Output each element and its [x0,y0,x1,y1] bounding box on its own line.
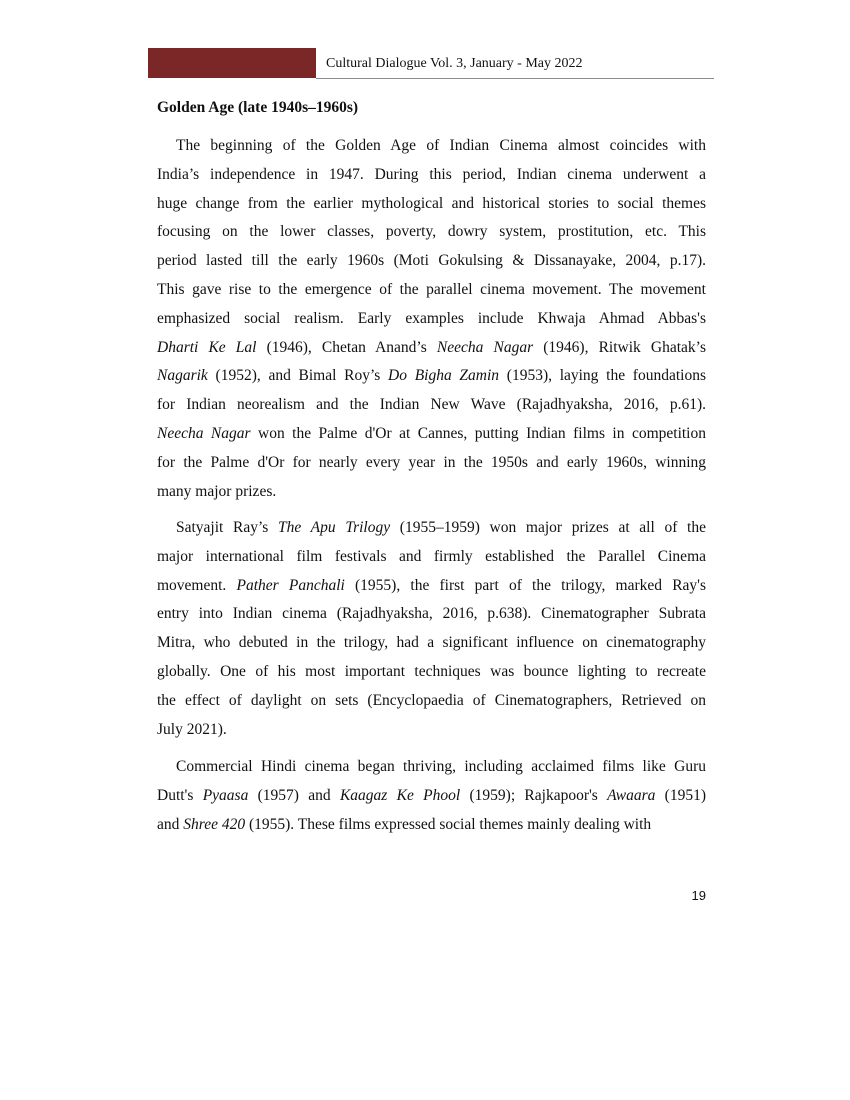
running-header [148,48,714,80]
film-title: The Apu Trilogy [278,519,391,536]
text-run: (1959); Rajkapoor's [460,786,608,804]
text-line [157,514,706,543]
film-title: Neecha Nagar [157,424,251,442]
paragraph-3 [157,753,706,839]
film-title: Pather Panchali [236,576,345,594]
text-run: This gave rise to the emergence of the parallel cinema movement. The movement [157,280,706,298]
text-line [157,305,706,334]
text-run: Satyajit Ray’s [176,519,279,536]
text-run: (1946), Chetan Anand’s [256,338,437,356]
film-title: Neecha Nagar [436,338,534,356]
text-line [157,218,706,247]
text-line [157,753,706,782]
film-title: Do Bigha Zamin [388,367,500,385]
text-line [157,543,706,572]
text-run: July 2021). [157,720,227,738]
text-line [157,132,706,161]
text-line [157,600,706,629]
text-line [157,391,706,420]
text-run: many major prizes. [157,482,277,500]
text-run: entry into Indian cinema (Rajadhyaksha, 2016, p.638). Cinematographer Subrata [157,605,706,623]
text-line [157,247,706,276]
text-run: Dutt's [157,786,203,804]
text-line [157,362,706,391]
text-line [157,811,706,840]
text-run: (1953), laying the foundations [499,367,706,385]
film-title: Kaagaz Ke Phool [339,786,461,804]
text-run: and [157,815,184,833]
film-title: Pyaasa [202,786,249,804]
text-run: movement. [157,576,237,594]
text-line [157,334,706,363]
header-color-band [148,48,316,78]
text-run: won the Palme d'Or at Cannes, putting Indian films in competition [250,424,706,442]
text-line [157,782,706,811]
text-run: The beginning of the Golden Age of Indian Cinema almost coincides with [176,137,706,154]
text-run: (1955–1959) won major prizes at all of the [390,519,706,536]
text-run: (1952), and Bimal Roy’s [207,367,389,385]
text-run: for the Palme d'Or for nearly every year in the 1950s and early 1960s, winning [157,453,706,471]
text-run: emphasized social realism. Early examples include Khwaja Ahmad Abbas's [157,309,706,327]
text-run: for Indian neorealism and the Indian New Wave (Rajadhyaksha, 2016, p.61). [157,396,706,414]
text-line [157,449,706,478]
film-title: Shree 420 [183,815,246,833]
text-line [157,629,706,658]
text-run: the effect of daylight on sets (Encyclopaedia of Cinematographers, Retrieved on [157,691,706,709]
text-line [157,572,706,601]
text-run: (1955), the first part of the trilogy, marked Ray's [344,576,706,594]
text-run: Commercial Hindi cinema began thriving, including acclaimed films like Guru [176,758,706,775]
text-line [157,161,706,190]
header-divider [316,78,714,79]
text-line [157,658,706,687]
text-line [157,276,706,305]
text-line [157,420,706,449]
text-run: Mitra, who debuted in the trilogy, had a significant influence on cinematography [157,634,706,652]
paragraph-2 [157,514,706,744]
text-line [157,190,706,219]
page-number: 19 [691,888,706,903]
text-run: period lasted till the early 1960s (Moti Gokulsing & Dissanayake, 2004, p.17). [157,252,706,270]
film-title: Awaara [607,786,656,804]
text-run: (1957) and [248,786,340,804]
paragraph-1 [157,132,706,506]
text-run: globally. One of his most important techniques was bounce lighting to recreate [157,662,706,680]
text-run: (1955). These films expressed social themes mainly dealing with [245,815,652,833]
text-run: (1951) [655,786,706,804]
text-run: huge change from the earlier mythological and historical stories to social themes [157,194,706,212]
text-run: India’s independence in 1947. During this period, Indian cinema underwent a [157,165,706,183]
section-heading: Golden Age (late 1940s–1960s) [157,99,359,116]
journal-title: Cultural Dialogue Vol. 3, January - May 2022 [326,56,583,71]
film-title: Dharti Ke Lal [157,338,257,356]
text-run: major international film festivals and firmly established the Parallel Cinema [157,547,706,565]
text-run: (1946), Ritwik Ghatak’s [533,338,706,356]
text-line [157,687,706,716]
text-line [157,478,706,507]
film-title: Nagarik [157,367,208,385]
text-run: focusing on the lower classes, poverty, dowry system, prostitution, etc. This [157,223,706,241]
text-line [157,716,706,745]
